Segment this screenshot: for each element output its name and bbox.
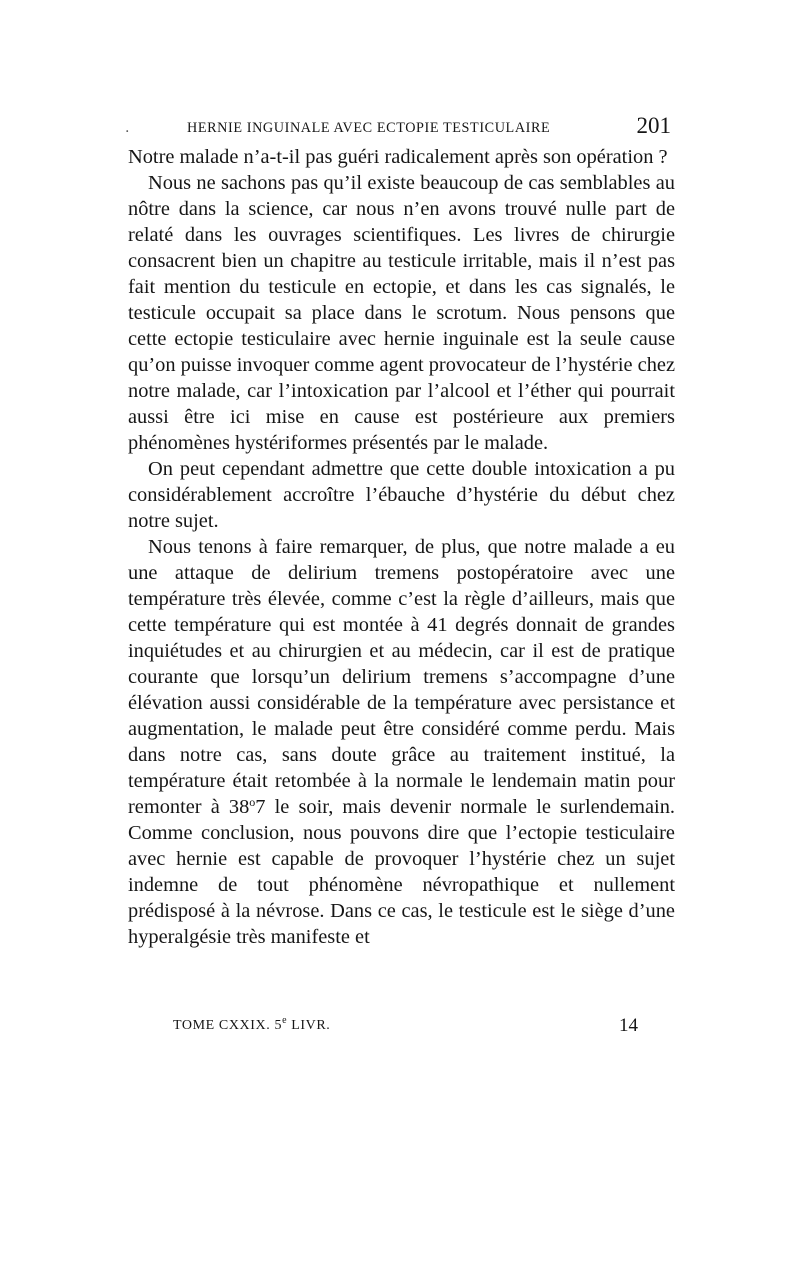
paragraph-4-text-before: Nous tenons à faire remarquer, de plus, que notre malade a eu une attaque de delirium tremens postopératoire avec une température très élevée, comme c’est la règle d’ailleurs, mais que cette température qui est montée à 41 degrés donnait de grandes inquiétudes et au chirurgien et au médecin, car il est de pratique courante que lorsqu’un delirium tremens s’accompagne d’une élévation aussi considérable de la température avec persistance et augmentation, le malade peut être considéré comme perdu. Mais dans notre cas, sans doute grâce au traitement institué, la température était retombée à la normale le lendemain matin pour remonter à [128,536,675,818]
paragraph-3-text: On peut cependant admettre que cette double intoxication a pu considérablement accroître l’ébauche d’hystérie du début chez notre sujet. [128,458,675,532]
running-title: HERNIE INGUINALE AVEC ECTOPIE TESTICULAIRE [187,120,551,136]
temperature-decimal: 7 [255,796,266,818]
signature-number: 5 [274,1018,283,1033]
paragraph-1 [128,144,675,170]
signature-livr: LIVR. [291,1018,331,1033]
temperature-degree-mark: o [249,795,256,809]
temperature-integer: 38 [228,796,250,818]
body-text [128,144,675,950]
paragraph-3 [128,456,675,534]
signature-tome: TOME CXXIX. [173,1018,271,1033]
footer [128,1013,675,1037]
running-header [125,112,671,144]
paragraph-2 [128,170,675,456]
signature-mark [173,1015,331,1034]
paragraph-4 [128,534,675,950]
paragraph-1-text: Notre malade n’a-t-il pas guéri radicalement après son opération ? [128,146,668,168]
paragraph-4-text-after: le soir, mais devenir normale le surlendemain. Comme conclusion, nous pouvons dire que l’ectopie testiculaire avec hernie est capable de provoquer l’hystérie chez un sujet indemne de tout phénomène névropathique et nullement prédisposé à la névrose. Dans ce cas, le testicule est le siège d’une hyperalgésie très manifeste et [128,796,675,948]
signature-superscript: e [282,1015,288,1026]
header-dot: . [125,120,130,136]
sheet-number: 14 [619,1015,638,1036]
paragraph-2-text: Nous ne sachons pas qu’il existe beaucoup de cas semblables au nôtre dans la science, car nous n’en avons trouvé nulle part de relaté dans les ouvrages scientifiques. Les livres de chirurgie consacrent bien un chapitre au testicule irritable, mais il n’est pas fait mention du testicule en ectopie, et dans les cas signalés, le testicule occupait sa place dans le scrotum. Nous pensons que cette ectopie testiculaire avec hernie inguinale est la seule cause qu’on puisse invoquer comme agent provocateur de l’hystérie chez notre malade, car l’intoxication par l’alcool et l’éther qui pourrait aussi être ici mise en cause est postérieure aux premiers phénomènes hystériformes présentés par le malade. [128,172,675,454]
page-number: 201 [636,113,671,138]
temperature-value [229,796,266,818]
